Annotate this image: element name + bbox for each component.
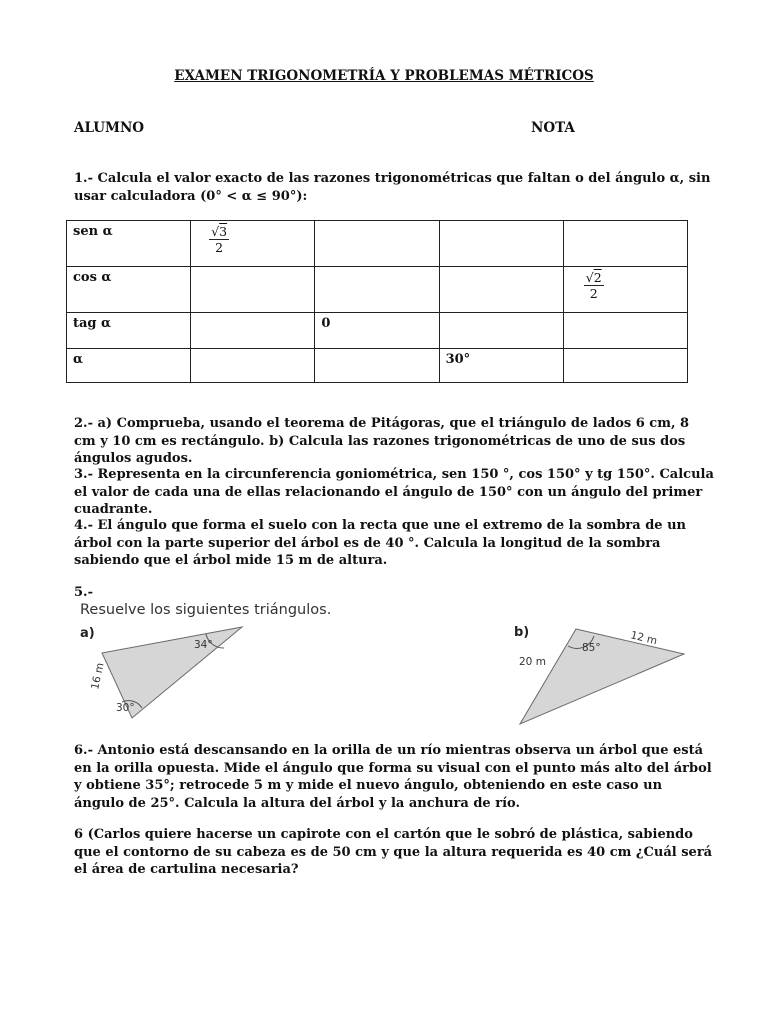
triangle-b-side-right: 12 m [629, 629, 659, 648]
cell-sen-given [191, 221, 315, 267]
question-5-label: 5.- [74, 585, 93, 600]
triangle-a-label: a) [80, 626, 95, 641]
table-cell-empty[interactable] [191, 267, 315, 313]
table-cell-empty[interactable] [191, 349, 315, 383]
triangle-a-angle-top: 34° [194, 639, 213, 651]
table-cell-empty[interactable] [439, 221, 563, 267]
table-cell-empty[interactable] [439, 313, 563, 349]
fraction-sqrt3-over-2: $\frac{√3}{2}$ [211, 224, 228, 255]
cell-cos-given [563, 267, 687, 313]
triangle-b-label: b) [514, 625, 530, 640]
grade-label: NOTA [531, 120, 575, 136]
triangle-b-side-left: 20 m [519, 656, 546, 668]
student-label: ALUMNO [74, 120, 145, 136]
table-cell-empty[interactable] [439, 267, 563, 313]
row-label-alpha: α [67, 349, 191, 383]
question-6-text: 6.- Antonio está descansando en la orilla de un río mientras observa un árbol que está en la orilla opuesta. Mide el ángulo que forma su visual con el punto más alto del árbol y obtiene 35°; retrocede 5 m y mide el nuevo ángulo, obteniendo en este caso un ángulo de 25°. Calcula la altura del árbol y la anchura de río. [74, 743, 712, 811]
exam-title: EXAMEN TRIGONOMETRÍA Y PROBLEMAS MÉTRICOS [174, 68, 594, 84]
table-cell-empty[interactable] [563, 349, 687, 383]
table-row [67, 349, 688, 383]
row-label-sen: sen α [67, 221, 191, 267]
question-1-text: 1.- Calcula el valor exacto de las razones trigonométricas que faltan o del ángulo α, sin usar calculadora (0° < α ≤ 90°): [74, 171, 711, 204]
cell-tag-given: 0 [315, 313, 439, 349]
question-7-text: 6 (Carlos quiere hacerse un capirote con el cartón que le sobró de plástica, sabiendo que el contorno de su cabeza es de 50 cm y que la altura requerida es 40 cm ¿Cuál será el área de cartulina necesaria? [74, 827, 713, 877]
row-label-tag: tag α [67, 313, 191, 349]
row-label-cos: cos α [67, 267, 191, 313]
trig-ratios-table [66, 220, 688, 383]
triangle-b-figure [510, 620, 690, 730]
triangle-a-figure [74, 620, 254, 730]
cell-alpha-given: 30° [439, 349, 563, 383]
triangle-a-angle-bottom: 30° [116, 702, 135, 714]
table-cell-empty[interactable] [315, 267, 439, 313]
table-cell-empty[interactable] [315, 349, 439, 383]
table-row [67, 313, 688, 349]
triangle-a-side: 16 m [89, 661, 107, 691]
question-3-text: 3.- Representa en la circunferencia goniométrica, sen 150 °, cos 150° y tg 150°. Calcula el valor de cada una de ellas relacionando el ángulo de 150° con un ángulo del primer cuadrante. [74, 467, 714, 517]
table-cell-empty[interactable] [563, 313, 687, 349]
figure-title: Resuelve los siguientes triángulos. [80, 602, 332, 618]
triangle-b-angle: 85° [582, 642, 601, 654]
triangle-b-shape [520, 629, 684, 724]
table-cell-empty[interactable] [315, 221, 439, 267]
fraction-sqrt2-over-2: $\frac{√2}{2}$ [585, 270, 602, 301]
table-row [67, 221, 688, 267]
question-2-text: 2.- a) Comprueba, usando el teorema de Pitágoras, que el triángulo de lados 6 cm, 8 cm y 10 cm es rectángulo. b) Calcula las razones trigonométricas de uno de sus dos ángulos agudos. [74, 416, 690, 466]
table-cell-empty[interactable] [563, 221, 687, 267]
table-row [67, 267, 688, 313]
table-cell-empty[interactable] [191, 313, 315, 349]
question-4-text: 4.- El ángulo que forma el suelo con la recta que une el extremo de la sombra de un árbol con la parte superior del árbol es de 40 °. Calcula la longitud de la sombra sabiendo que el árbol mide 15 m de altura. [74, 518, 686, 568]
